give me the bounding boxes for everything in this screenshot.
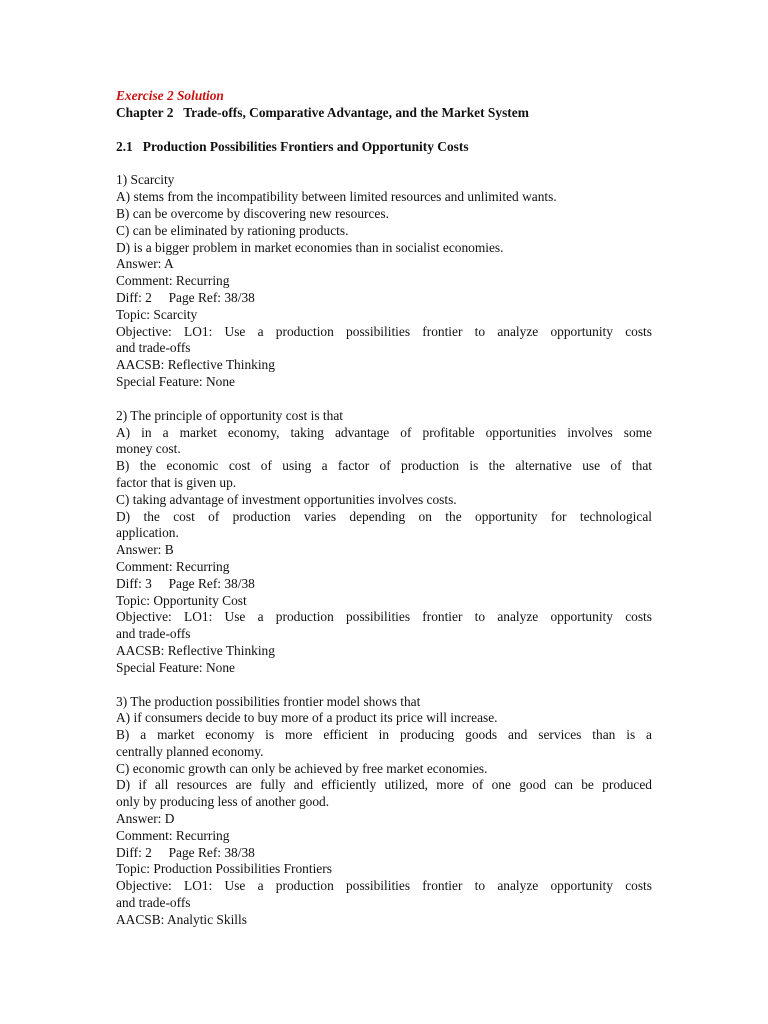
diff-line: Diff: 3 Page Ref: 38/38 xyxy=(116,575,255,591)
objective-line: Objective: LO1: Use a production possibilities frontier to analyze opportunity costs xyxy=(116,878,652,894)
question-text: 1) Scarcity xyxy=(116,172,175,188)
answer-line: Answer: A xyxy=(116,256,174,272)
question-block-3 xyxy=(116,694,652,929)
topic-line: Topic: Production Possibilities Frontiers xyxy=(116,861,332,877)
exercise-title: Exercise 2 Solution xyxy=(116,88,224,103)
option-text: B) the economic cost of using a factor of production is the alternative use of that xyxy=(116,458,652,474)
option-text: D) is a bigger problem in market economies than in socialist economies. xyxy=(116,239,504,255)
objective-line-cont: and trade-offs xyxy=(116,626,191,642)
aacsb-line: AACSB: Reflective Thinking xyxy=(116,642,275,658)
chapter-heading: Chapter 2 Trade-offs, Comparative Advantage, and the Market System xyxy=(116,104,529,120)
option-text-cont: application. xyxy=(116,525,179,541)
section-heading: 2.1 Production Possibilities Frontiers and Opportunity Costs xyxy=(116,138,469,154)
question-text: 3) The production possibilities frontier model shows that xyxy=(116,693,421,709)
comment-line: Comment: Recurring xyxy=(116,558,230,574)
comment-line: Comment: Recurring xyxy=(116,273,230,289)
option-text: B) can be overcome by discovering new resources. xyxy=(116,205,389,221)
option-text-cont: factor that is given up. xyxy=(116,474,237,490)
special-feature-line: Special Feature: None xyxy=(116,373,235,389)
option-text: A) stems from the incompatibility between limited resources and unlimited wants. xyxy=(116,189,557,205)
question-block-1 xyxy=(116,172,652,390)
option-text: C) economic growth can only be achieved by free market economies. xyxy=(116,760,488,776)
diff-line: Diff: 2 Page Ref: 38/38 xyxy=(116,289,255,305)
aacsb-line: AACSB: Reflective Thinking xyxy=(116,357,275,373)
objective-line-cont: and trade-offs xyxy=(116,340,191,356)
topic-line: Topic: Opportunity Cost xyxy=(116,592,247,608)
topic-line: Topic: Scarcity xyxy=(116,306,198,322)
objective-line: Objective: LO1: Use a production possibilities frontier to analyze opportunity costs xyxy=(116,323,652,339)
comment-line: Comment: Recurring xyxy=(116,827,230,843)
question-text: 2) The principle of opportunity cost is that xyxy=(116,407,343,423)
aacsb-line: AACSB: Analytic Skills xyxy=(116,911,247,927)
question-block-2 xyxy=(116,408,652,677)
document-content xyxy=(116,88,652,929)
objective-line-cont: and trade-offs xyxy=(116,895,191,911)
option-text-cont: money cost. xyxy=(116,441,181,457)
option-text-cont: only by producing less of another good. xyxy=(116,794,330,810)
option-text: C) taking advantage of investment opportunities involves costs. xyxy=(116,491,457,507)
answer-line: Answer: B xyxy=(116,542,174,558)
option-text: B) a market economy is more efficient in producing goods and services than is a xyxy=(116,727,652,743)
option-text: D) the cost of production varies depending on the opportunity for technological xyxy=(116,508,652,524)
option-text-cont: centrally planned economy. xyxy=(116,743,264,759)
objective-line: Objective: LO1: Use a production possibilities frontier to analyze opportunity costs xyxy=(116,609,652,625)
option-text: A) if consumers decide to buy more of a product its price will increase. xyxy=(116,710,498,726)
option-text: D) if all resources are fully and efficiently utilized, more of one good can be produced xyxy=(116,777,652,793)
answer-line: Answer: D xyxy=(116,811,175,827)
option-text: A) in a market economy, taking advantage of profitable opportunities involves some xyxy=(116,424,652,440)
diff-line: Diff: 2 Page Ref: 38/38 xyxy=(116,844,255,860)
option-text: C) can be eliminated by rationing products. xyxy=(116,222,349,238)
special-feature-line: Special Feature: None xyxy=(116,659,235,675)
